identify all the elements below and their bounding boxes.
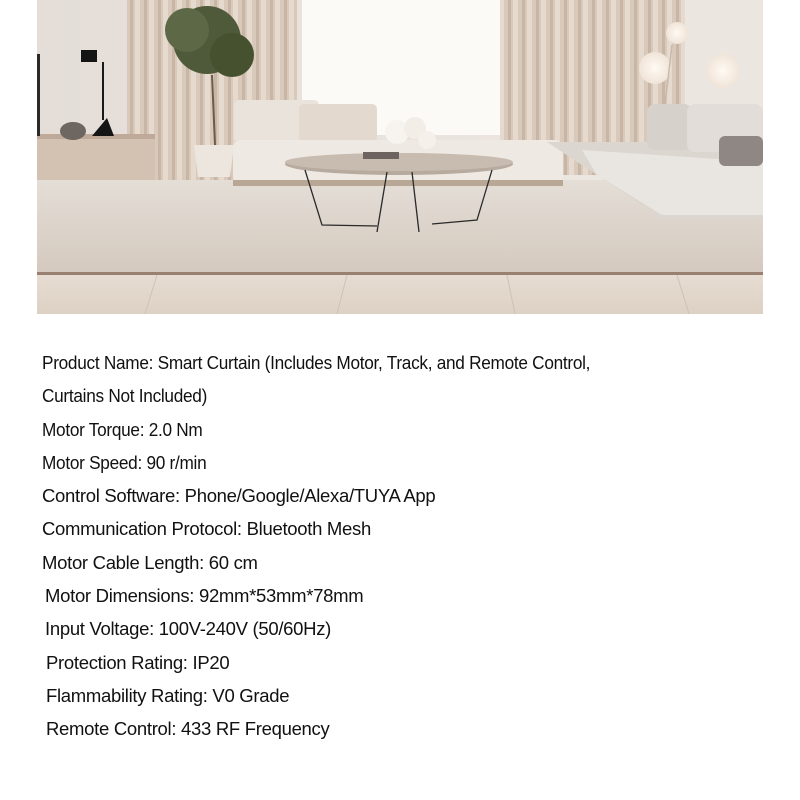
spec-flammability-rating: Flammability Rating: V0 Grade [46,684,290,706]
spec-communication-protocol: Communication Protocol: Bluetooth Mesh [42,518,371,540]
spec-protection-rating: Protection Rating: IP20 [46,651,230,673]
spec-remote-control: Remote Control: 433 RF Frequency [46,718,330,740]
spec-motor-torque: Motor Torque: 2.0 Nm [42,418,203,440]
living-room-illustration [37,0,763,314]
product-hero-image [37,0,763,314]
spec-control-software: Control Software: Phone/Google/Alexa/TUYA App [42,485,436,507]
spec-input-voltage: Input Voltage: 100V-240V (50/60Hz) [45,618,332,640]
spec-product-name: Product Name: Smart Curtain (Includes Motor, Track, and Remote Control, [42,352,591,373]
product-specifications [42,346,762,746]
spec-product-name-continued: Curtains Not Included) [42,385,208,407]
spec-motor-speed: Motor Speed: 90 r/min [42,451,207,473]
spec-motor-dimensions: Motor Dimensions: 92mm*53mm*78mm [45,585,364,607]
spec-motor-cable-length: Motor Cable Length: 60 cm [42,551,258,573]
